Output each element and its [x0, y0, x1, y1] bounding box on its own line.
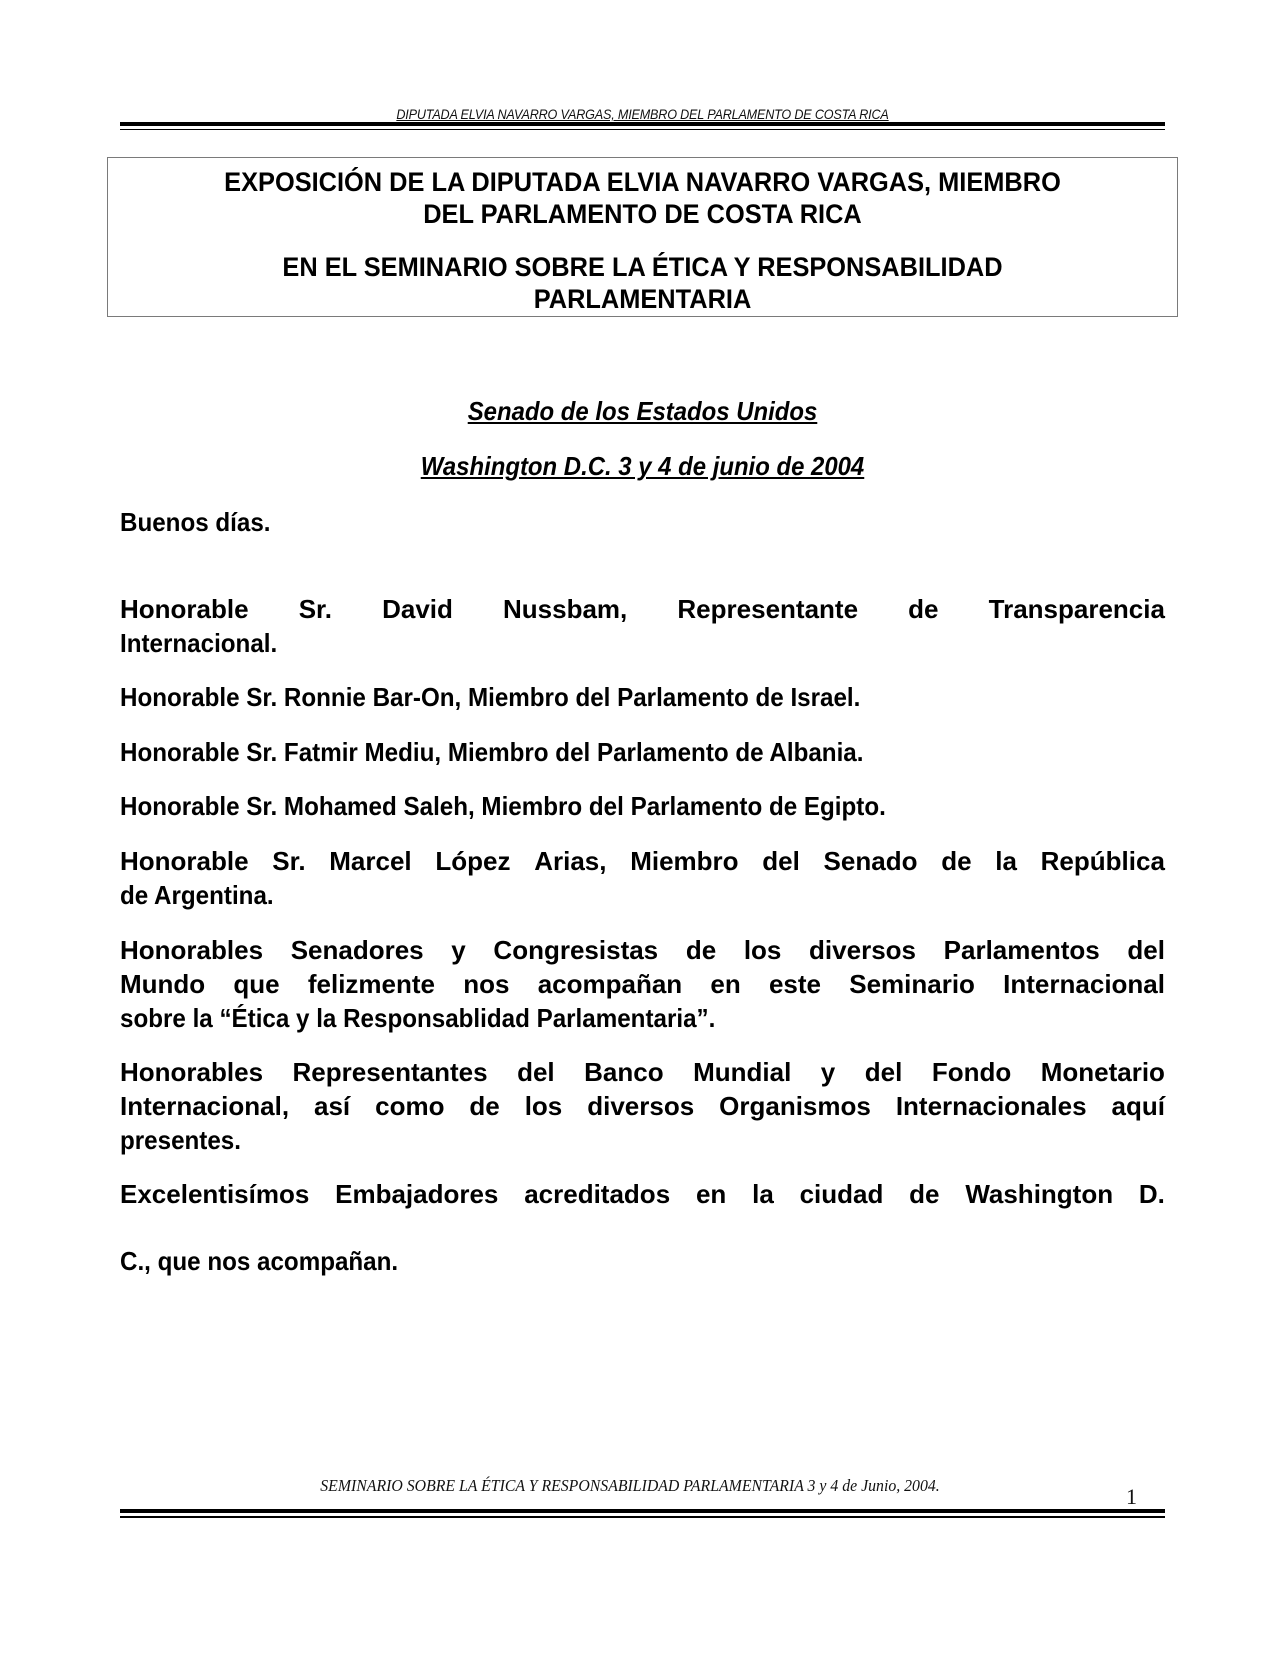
- justified-line: [120, 1177, 1165, 1211]
- footer-rule-thick: [120, 1509, 1165, 1513]
- word: Seminario: [849, 969, 975, 999]
- word: Honorables: [120, 935, 264, 965]
- word: Nussbam,: [503, 594, 628, 624]
- word: diversos: [587, 1091, 695, 1121]
- word: de: [908, 594, 939, 624]
- word: del: [517, 1057, 555, 1087]
- title-line-1: EXPOSICIÓN DE LA DIPUTADA ELVIA NAVARRO VARGAS, MIEMBRO: [224, 167, 1061, 197]
- word: Miembro: [630, 846, 739, 876]
- line-text: de Argentina.: [120, 880, 274, 910]
- word: Transparencia: [988, 594, 1165, 624]
- word: acreditados: [524, 1179, 671, 1209]
- word: del: [864, 1057, 903, 1087]
- word: Internacionales: [895, 1091, 1087, 1121]
- title-line-3: EN EL SEMINARIO SOBRE LA ÉTICA Y RESPONSABILIDAD: [282, 252, 1003, 282]
- word: la: [995, 846, 1017, 876]
- footer-rule-thin: [120, 1516, 1165, 1518]
- salutation-banco-mundial: [120, 1055, 1165, 1157]
- word: Mundo: [120, 969, 206, 999]
- word: los: [524, 1091, 563, 1121]
- word: Representantes: [292, 1057, 488, 1087]
- line-text: Internacional.: [120, 628, 278, 658]
- word: Congresistas: [493, 935, 659, 965]
- word: este: [768, 969, 822, 999]
- word: que: [233, 969, 280, 999]
- word: de: [685, 935, 717, 965]
- line-text: Honorable Sr. Fatmir Mediu, Miembro del Parlamento de Albania.: [120, 737, 864, 767]
- word: Parlamentos: [943, 935, 1100, 965]
- justified-line: [120, 592, 1165, 626]
- line-text: Honorable Sr. Ronnie Bar-On, Miembro del Parlamento de Israel.: [120, 682, 861, 712]
- word: acompañan: [537, 969, 683, 999]
- salutation-bar-on: [120, 680, 1165, 714]
- venue-date: Washington D.C. 3 y 4 de junio de 2004: [420, 451, 865, 481]
- salutation-nussbam: [120, 592, 1165, 660]
- word: Honorable: [120, 594, 249, 624]
- word: Representante: [677, 594, 859, 624]
- word: Honorables: [120, 1057, 264, 1087]
- word: Arias,: [534, 846, 607, 876]
- page-number: 1: [1126, 1484, 1137, 1509]
- word: de: [941, 846, 972, 876]
- salutation-saleh: [120, 789, 1165, 823]
- line-text: C., que nos acompañan.: [120, 1246, 399, 1276]
- word: Senadores: [290, 935, 424, 965]
- greeting-text: Buenos días.: [120, 507, 271, 537]
- justified-line: [120, 1055, 1165, 1089]
- running-footer: SEMINARIO SOBRE LA ÉTICA Y RESPONSABILIDAD PARLAMENTARIA 3 y 4 de Junio, 2004.: [320, 1476, 940, 1495]
- word: López: [435, 846, 511, 876]
- word: nos: [463, 969, 510, 999]
- word: del: [762, 846, 800, 876]
- salutation-lopez-arias: [120, 844, 1165, 912]
- salutation-mediu: [120, 735, 1165, 769]
- salutation-senadores: [120, 933, 1165, 1035]
- word: David: [382, 594, 453, 624]
- word: los: [743, 935, 782, 965]
- header-rule-thick: [120, 122, 1165, 126]
- word: la: [752, 1179, 774, 1209]
- running-header: DIPUTADA ELVIA NAVARRO VARGAS, MIEMBRO DEL PARLAMENTO DE COSTA RICA: [396, 106, 889, 122]
- word: Mundial: [693, 1057, 792, 1087]
- line-text: sobre la “Ética y la Responsablidad Parlamentaria”.: [120, 1003, 716, 1033]
- word: Organismos: [719, 1091, 871, 1121]
- word: ciudad: [799, 1179, 884, 1209]
- word: felizmente: [307, 969, 436, 999]
- word: Internacional: [1003, 969, 1165, 999]
- word: Washington: [965, 1179, 1114, 1209]
- greeting: [120, 505, 1165, 539]
- word: Senado: [823, 846, 918, 876]
- word: Monetario: [1040, 1057, 1165, 1087]
- title-line-2: DEL PARLAMENTO DE COSTA RICA: [423, 199, 862, 229]
- word: diversos: [809, 935, 916, 965]
- word: Sr.: [272, 846, 306, 876]
- justified-line: [120, 844, 1165, 878]
- word: en: [710, 969, 741, 999]
- justified-line: [120, 933, 1165, 967]
- salutation-embajadores: [120, 1177, 1165, 1211]
- header-rule-thin: [120, 129, 1165, 131]
- word: del: [1127, 935, 1165, 965]
- word: y: [820, 1057, 836, 1087]
- word: en: [695, 1179, 727, 1209]
- word: Excelentisímos: [120, 1179, 310, 1209]
- word: aquí: [1111, 1091, 1165, 1121]
- word: Internacional,: [120, 1091, 290, 1121]
- word: Sr.: [298, 594, 332, 624]
- justified-line: [120, 1089, 1165, 1123]
- word: como: [375, 1091, 445, 1121]
- line-text: Honorable Sr. Mohamed Saleh, Miembro del Parlamento de Egipto.: [120, 791, 886, 821]
- word: Embajadores: [335, 1179, 499, 1209]
- justified-line: [120, 967, 1165, 1001]
- word: Marcel: [329, 846, 412, 876]
- title-box: [107, 157, 1178, 317]
- word: República: [1040, 846, 1165, 876]
- word: y: [451, 935, 466, 965]
- title-line-4: PARLAMENTARIA: [533, 284, 752, 314]
- word: Honorable: [120, 846, 249, 876]
- salutation-embajadores-cont: [120, 1244, 1165, 1278]
- word: de: [909, 1179, 940, 1209]
- word: así: [314, 1091, 351, 1121]
- line-text: presentes.: [120, 1125, 241, 1155]
- word: Fondo: [931, 1057, 1012, 1087]
- venue-place: Senado de los Estados Unidos: [467, 396, 818, 426]
- word: D.: [1138, 1179, 1165, 1209]
- word: Banco: [584, 1057, 664, 1087]
- word: de: [469, 1091, 500, 1121]
